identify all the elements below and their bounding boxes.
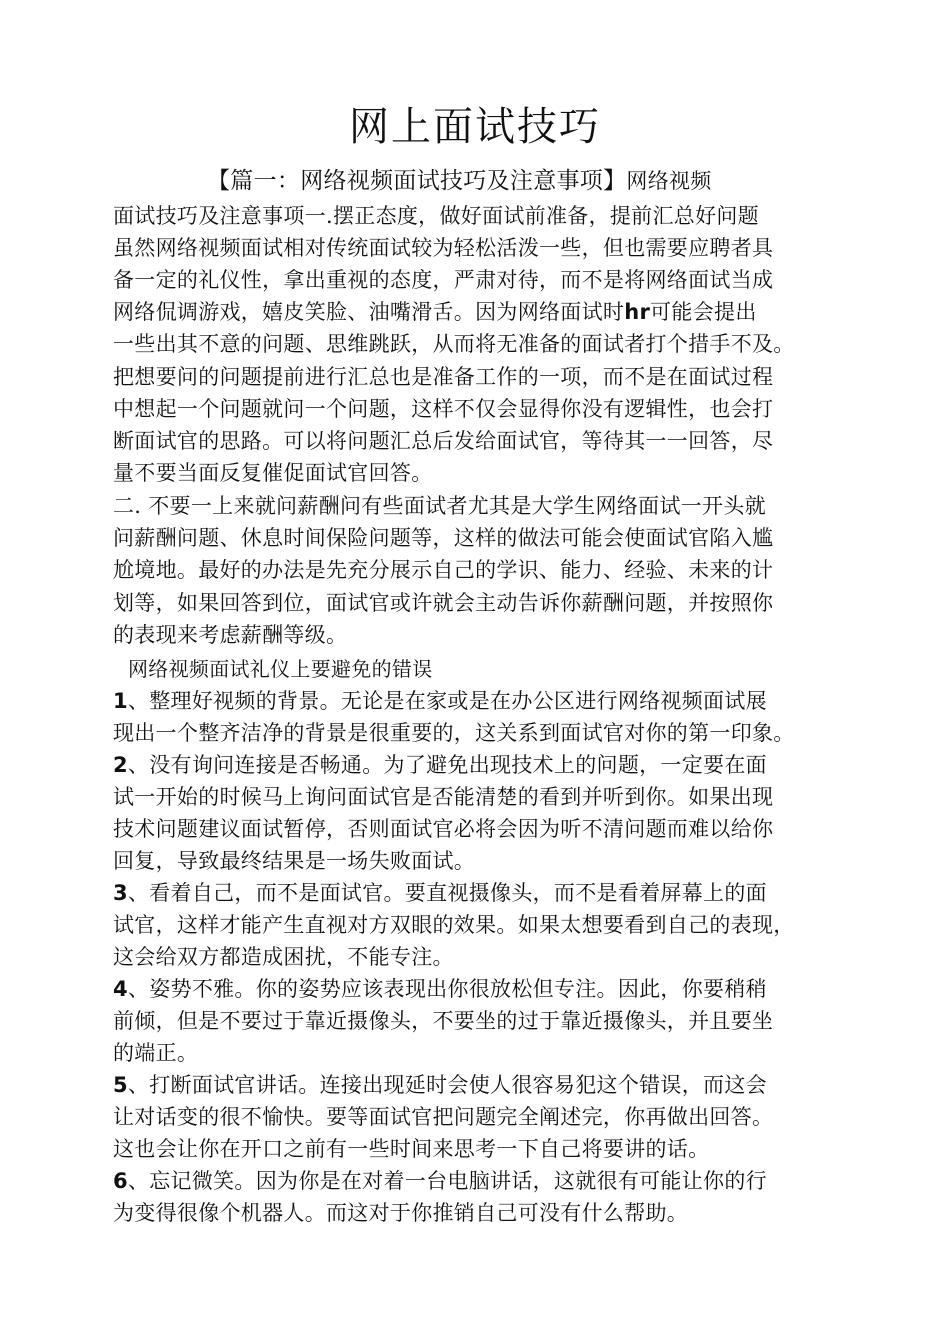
subheading: 网络视频面试礼仪上要避免的错误 [128, 657, 433, 681]
body-text: 网络侃调游戏，嬉皮笑脸、油嘴滑舌。因为网络面试时 [113, 300, 625, 324]
list-item [113, 749, 767, 781]
list-item [113, 877, 767, 909]
list-number: 2 [113, 753, 128, 777]
list-item [113, 685, 767, 717]
body-line: 一些出其不意的问题、思维跳跃，从而将无准备的面试者打个措手不及。 [113, 332, 795, 356]
body-line: 这会给双方都造成困扰，不能专注。 [113, 945, 454, 969]
list-sep: 、 [127, 753, 150, 777]
body-line: 回复，导致最终结果是一场失败面试。 [113, 849, 476, 873]
heading-prefix: 【篇一：网络视频面试技巧及注意事项】 [207, 168, 627, 194]
list-sep: 、 [127, 1073, 150, 1097]
list-number: 1 [113, 689, 128, 713]
body-line: 断面试官的思路。可以将问题汇总后发给面试官，等待其一一回答，尽 [113, 429, 774, 453]
hr-word: hr [624, 300, 651, 324]
list-number: 5 [113, 1073, 128, 1097]
body-line: 前倾，但是不要过于靠近摄像头，不要坐的过于靠近摄像头，并且要坐 [113, 1009, 774, 1033]
list-item [113, 1069, 767, 1101]
body-text: 可能会提出 [650, 300, 757, 324]
list-number: 6 [113, 1169, 128, 1193]
heading-suffix: 网络视频 [626, 169, 712, 193]
document-title: 网上面试技巧 [349, 104, 601, 150]
body-line: 现出一个整齐洁净的背景是很重要的，这关系到面试官对你的第一印象。 [113, 721, 795, 745]
body-line: 的表现来考虑薪酬等级。 [113, 623, 348, 647]
body-line: 二. 不要一上来就问薪酬问有些面试者尤其是大学生网络面试一开头就 [113, 494, 766, 518]
body-line [113, 296, 757, 328]
list-item [113, 1165, 767, 1197]
body-line: 量不要当面反复催促面试官回答。 [113, 461, 433, 485]
list-text: 整理好视频的背景。无论是在家或是在办公区进行网络视频面试展 [149, 689, 767, 713]
body-line: 中想起一个问题就问一个问题，这样不仅会显得你没有逻辑性，也会打 [113, 397, 774, 421]
body-line: 为变得很像个机器人。而这对于你推销自己可没有什么帮助。 [113, 1201, 689, 1225]
list-text: 姿势不雅。你的姿势应该表现出你很放松但专注。因此，你要稍稍 [149, 977, 767, 1001]
body-line: 让对话变的很不愉快。要等面试官把问题完全阐述完，你再做出回答。 [113, 1105, 774, 1129]
body-line: 把想要问的问题提前进行汇总也是准备工作的一项，而不是在面试过程 [113, 365, 774, 389]
list-text: 打断面试官讲话。连接出现延时会使人很容易犯这个错误，而这会 [149, 1073, 767, 1097]
list-sep: 、 [127, 881, 150, 905]
list-text: 看着自己，而不是面试官。要直视摄像头，而不是看着屏幕上的面 [149, 881, 767, 905]
body-line: 试官，这样才能产生直视对方双眼的效果。如果太想要看到自己的表现， [113, 913, 795, 937]
body-line: 虽然网络视频面试相对传统面试较为轻松活泼一些，但也需要应聘者具 [113, 236, 774, 260]
list-sep: 、 [127, 977, 150, 1001]
list-text: 忘记微笑。因为你是在对着一台电脑讲话，这就很有可能让你的行 [149, 1169, 767, 1193]
list-text: 没有询问连接是否畅通。为了避免出现技术上的问题，一定要在面 [149, 753, 767, 777]
body-line: 面试技巧及注意事项一.摆正态度，做好面试前准备，提前汇总好问题 [113, 204, 759, 228]
body-line: 技术问题建议面试暂停，否则面试官必将会因为听不清问题而难以给你 [113, 817, 774, 841]
body-line: 划等，如果回答到位，面试官或许就会主动告诉你薪酬问题，并按照你 [113, 591, 774, 615]
body-line: 问薪酬问题、休息时间保险问题等，这样的做法可能会使面试官陷入尴 [113, 526, 774, 550]
list-number: 3 [113, 881, 128, 905]
list-sep: 、 [127, 689, 150, 713]
body-line: 的端正。 [113, 1041, 199, 1065]
list-number: 4 [113, 977, 128, 1001]
body-line: 这也会让你在开口之前有一些时间来思考一下自己将要讲的话。 [113, 1137, 710, 1161]
section-heading [207, 165, 712, 197]
body-line: 试一开始的时候马上询问面试官是否能清楚的看到并听到你。如果出现 [113, 785, 774, 809]
body-line: 尬境地。最好的办法是先充分展示自己的学识、能力、经验、未来的计 [113, 558, 774, 582]
list-item [113, 973, 767, 1005]
list-sep: 、 [127, 1169, 150, 1193]
body-line: 备一定的礼仪性，拿出重视的态度，严肃对待，而不是将网络面试当成 [113, 268, 774, 292]
